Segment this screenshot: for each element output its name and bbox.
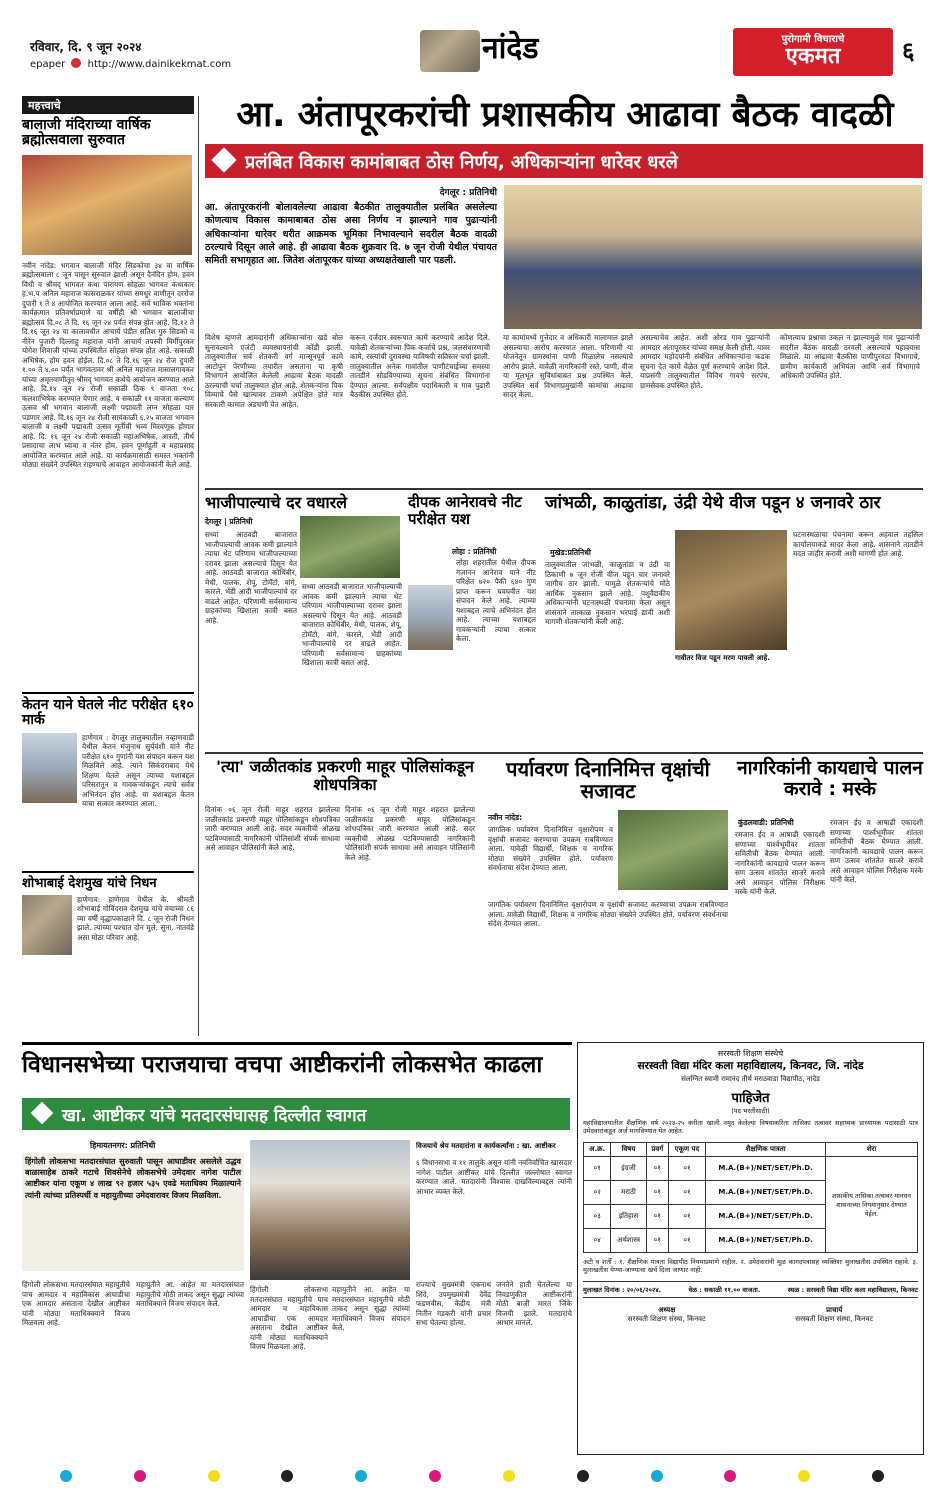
neet-dateline: लोहा : प्रतिनिधी — [452, 547, 497, 556]
bottom-col-2c: महायुतीने आ. आहेत या मतदारसंघात महायुतीचे मोठी ताकद असून सुद्धा त्यांच्या मताधिक्याने विजय संपादन केले. — [332, 1285, 410, 1332]
website-link[interactable]: http://www.dainikekmat.com — [87, 59, 232, 70]
cell: M.A.(B+)/NET/SET/Ph.D. — [706, 1180, 826, 1204]
brand-box — [733, 28, 893, 76]
ad-org: सरस्वती शिक्षण संस्थेचे — [717, 1049, 784, 1058]
brand-name: एकमत — [785, 44, 841, 69]
jalit-text-2: दिनांक ०६ जून रोजी माहूर शहरात झालेल्या जळीतकांड प्रकरणी माहूर पोलिसांकडून शोधपत्रिका जारी करण्यात आली आहे. सदर व्यक्तीची ओळख पटविण्यासाठी नागरिकांनी पोलिसांशी संपर्क साधावा असे आवाहन पोलिसांनी केले आहे. — [345, 805, 475, 862]
vacancy-table — [583, 1142, 918, 1253]
temple-photo — [22, 155, 192, 255]
bottom-col-2b: हिंगोली लोकसभा मतदारसंघात महायुतीचे पाच आमदार व महाविकास आघाडीचा एक आमदार असताना देखील आष्टीकर यांनी मोठ्या मताधिक्क्याने विजय मिळवला आहे. — [250, 1285, 328, 1351]
env-title: पर्यावरण दिनानिमित्त वृक्षांची सजावट — [506, 757, 710, 803]
remark-cell: शासकीय तासिका तत्वावर मानधन शासनाच्या नियमानुसार देण्यात येईल. — [826, 1156, 918, 1252]
magenta-mark-icon — [429, 1470, 441, 1482]
cell: M.A.(B+)/NET/SET/Ph.D. — [706, 1204, 826, 1228]
col-header: प्रवर्ग — [646, 1142, 668, 1156]
bottom-dateline: हिमायतनगर: प्रतिनिधी — [90, 1141, 156, 1150]
story-title: केतन याने घेतले नीट परीक्षेत ६१० मार्क — [22, 692, 194, 729]
mp-welcome-photo — [250, 1140, 410, 1280]
photo-caption: विजयाचे श्रेय मतदारांना व कार्यकर्त्यांना : खा. आष्टीकर — [416, 1142, 556, 1150]
signature-org: सरस्वती शिक्षण संस्था, किनवट — [795, 1314, 874, 1323]
env-dateline: नवीन नांदेड: — [488, 813, 523, 822]
col-header: शैक्षणिक पात्रता — [706, 1142, 826, 1156]
cell: इतिहास — [611, 1204, 646, 1228]
cell: मराठी — [611, 1180, 646, 1204]
cell: ०१ — [668, 1204, 705, 1228]
story-body — [22, 733, 194, 865]
veg-dateline: देगलूर | प्रतिनिधी — [205, 517, 253, 526]
lightning-text: तालुक्यातील जांभळी, काळुतांडा व उंद्री या ठिकाणी ७ जून रोजी वीज पडून चार जनावरे जागीच ठार झाली. यामुळे शेतकऱ्यांचे मोठे आर्थिक नुकसान झाले आहे. पशुवैद्यकीय अधिकाऱ्यांनी घटनास्थळी पंचनामा केला असून शासनाने तात्काळ नुकसान भरपाई द्यावी अशी मागणी शेतकऱ्यांनी केली आहे. — [545, 560, 670, 626]
tree-decoration-photo — [618, 810, 728, 890]
globe-icon — [71, 58, 81, 68]
signature-block — [795, 1306, 873, 1324]
job-advertisement — [577, 1042, 924, 1455]
obituary-photo — [22, 895, 72, 955]
cell: ०१ — [646, 1228, 668, 1252]
lead-headline: आ. अंतापूरकरांची प्रशासकीय आढावा बैठक वादळी — [236, 95, 894, 135]
section-divider — [205, 488, 923, 490]
lead-col-2: करून दर्जदार स्वरूपात कामे करण्याचे आदेश दिले. यावेळी शेतकऱ्यांच्या पिक कर्जाचे प्रश्न, जलसंधारणाची कामे, रस्त्यांची दुरावस्था याविषयी सविस्तर चर्चा झाली. तालुक्यातील अनेक गावांतील पाणीटंचाईच्या समस्या तातडीने सोडविण्याच्या सूचना संबंधित विभागांना देण्यात आल्या. सर्वपक्षीय पदाधिकारी व गाव पुढारी बैठकीस उपस्थित होते. — [350, 333, 490, 399]
bottom-col-2: महायुतीने आ. आहेत या मतदारसंघात महायुतीचे मोठी ताकद असून सुद्धा त्यांच्या मताधिक्याने विजय संपादन केले. — [136, 1280, 244, 1308]
sidebar-divider — [198, 96, 199, 1036]
page-number: ६ — [902, 37, 915, 65]
diamond-icon — [211, 147, 236, 172]
cyan-mark-icon — [355, 1470, 367, 1482]
ad-interview-row — [583, 1281, 918, 1298]
env-text: जागतिक पर्यावरण दिनानिमित्त वृक्षारोपण व वृक्षांची सजावट करण्याचा उपक्रम राबविण्यात आला. यावेळी विद्यार्थी, शिक्षक व नागरिक मोठ्या संख्येने उपस्थित होते. पर्यावरण संवर्धनाचा संदेश देण्यात आला. — [488, 825, 613, 872]
law-title: नागरिकांनी कायद्याचे पालन करावे : मस्के — [737, 757, 923, 800]
student-photo — [22, 733, 77, 803]
yellow-mark-icon — [503, 1470, 515, 1482]
section-divider — [205, 752, 923, 754]
lead-col-3: या कामांमध्ये गुत्तेदार व अधिकारी मालामाल झाले असल्याचा आरोप करण्यात आला. परिणामी या योजनेतून ग्रामस्थांना पाणी मिळालेच नसल्याचे आरोप झाले. यावेळी नागरिकांनी रस्ते, पाणी, वीज या मूलभूत सुविधांबाबत प्रश्न उपस्थित केले. उपस्थित सर्व विभागप्रमुखांनी कामांचा आढावा सादर केला. — [503, 333, 633, 399]
lead-intro-box — [205, 185, 497, 325]
story-title: शोभाबाई देशमुख यांचे निधन — [22, 871, 194, 891]
cell: ०१ — [668, 1180, 705, 1204]
cell: इंग्रजी — [611, 1156, 646, 1180]
neet-text: लोहा शहरातील येथील दीपक गजानन आनेराव याने नीट परिक्षेत ७२० पैकी ६४० गुण प्राप्त करून घवघवीत यश संपादन केले आहे. त्याच्या यशाबद्दल त्याचे अभिनंदन होत आहे. त्याच्या यशाबद्दल गावकऱ्यांनी त्याचा सत्कार केला. — [456, 558, 536, 643]
lightning-dateline: मुखेड:प्रतिनिधी — [550, 548, 591, 557]
black-mark-icon — [281, 1470, 293, 1482]
story-text: हाणेगाव: हाणेगाव येथील के. श्रीमती शोभाबाई गोविंदराव देशमुख यांचे वयाच्या ८६ व्या वर्षी वृद्धापकाळाने दि. ८ जून रोजी निधन झाले. त्यांच्या पश्चात दोन मुले, सुना, नातवंडे असा मोठा परिवार आहे. — [77, 894, 194, 942]
diamond-icon — [31, 1102, 54, 1125]
masthead-epaper: epaper http://www.dainikekmat.com — [30, 59, 232, 70]
bottom-col-3: ६ विधानसभा व ११ तालुके असून यांनी नवनिर्वाचित खासदार नागेश पाटील आष्टीकर यांचे दिल्लीत जल्लोषात स्वागत करण्यात आले. मतदारांनी विश्वास दाखविल्याबद्दल त्यांनी आभार व्यक्त केले. — [416, 1158, 572, 1196]
masthead-date: रविवार, दि. ९ जून २०२४ — [30, 40, 142, 54]
yellow-mark-icon — [798, 1470, 810, 1482]
cell: ०३ — [584, 1204, 611, 1228]
lead-col-1: विशेष म्हणजे आमदारांनी अधिकाऱ्यांना खडे बोल सुनावल्याने एजंटी व्यवस्थापनांची कोंडी झाली. तालुक्यातील सर्व शेतकरी वर्ग मान्सूनपूर्व कामे आटोपून पेरणीच्या तयारीत असताना या कृषी विभागाने आयोजित केलेली आढावा बैठक वादळी ठरल्याची चर्चा तालुक्यात होत आहे. शेतकऱ्यांना पिक विम्याचे पैसे खात्यावर टाकणे अपेक्षित होते मात्र सरकारी कामात अडचणी येत आहेत. — [205, 333, 343, 409]
black-mark-icon — [872, 1470, 884, 1482]
col-header: शेरा — [826, 1142, 918, 1156]
law-text: रमजान ईद व आषाढी एकादशी सणाच्या पार्श्वभूमीवर शांतता समितीची बैठक घेण्यात आली. नागरिकांनी कायद्याचे पालन करून सण उत्सव शांततेत साजरे करावे असे आवाहन पोलिस निरीक्षक मस्के यांनी केले. — [735, 830, 825, 896]
magenta-mark-icon — [724, 1470, 736, 1482]
black-mark-icon — [577, 1470, 589, 1482]
lead-col-4: असल्याचेच आहेत. अशी ओरड गाव पुढाऱ्यांनी आमदार अंतापूरकर यांच्या समक्ष केली होती. यावर आमदार महोदयांनी संबंधित अधिकाऱ्यांना कडक सूचना देत कामे वेळेत पूर्ण करण्याचे आदेश दिले. याप्रसंगी तालुक्यातील विविध गावचे सरपंच, ग्रामसेवक उपस्थित होते. — [640, 333, 770, 390]
bottom-intro: हिंगोली लोकसभा मतदारसंघात सुरुवाती पासून आघाडीवर असलेले उद्धव बाळासाहेब ठाकरे गटाचे शिवसेनेचे लोकसभेचे उमेदवार नागेश पाटील आष्टीकर यांना एकूण ४ लाख ९२ हजार ५३५ एवढे मताधिक्य मिळाल्याने त्यांनी त्यांच्या प्रतिस्पर्धी व महायुतीच्या उमेदवारावर विजय मिळविला. — [22, 1153, 244, 1271]
ad-description: महाविद्यालयातील शैक्षणिक वर्ष २०२४-२५ करीता खाली नमूद केलेल्या विषयाकरिता तासिका तत्वावर सहाय्यक प्राध्यापक पदासाठी पात्र उमेदवारांकडून अर्ज मागविण्यात येत आहेत. — [583, 1118, 918, 1136]
bottom-col-1: हिंगोली लोकसभा मतदारसंघात महायुतीचे पाच आमदार व महाविकास आघाडीचा एक आमदार असताना देखील आष्टीकर यांनी मोठ्या मताधिक्क्याने विजय मिळवला आहे. — [22, 1280, 130, 1327]
cell: ०१ — [646, 1180, 668, 1204]
cell: ०४ — [584, 1228, 611, 1252]
cyan-mark-icon — [651, 1470, 663, 1482]
lead-intro: आ. अंतापूरकरांनी बोलावलेल्या आढावा बैठकीत तालुक्यातील प्रलंबित असलेल्या कोणत्याच विकास कामाबाबत ठोस असा निर्णय न झाल्याने गाव पुढाऱ्यांनी अधिकाऱ्यांना धारेवर धरीत आक्रमक भूमिका निभावल्याने सदरील बैठक वादळी ठरल्याचे दिसून आले आहे. ही आढावा बैठक शुक्रवार दि. ७ जून रोजी येथील पंचायत समिती सभागृहात आ. जितेश अंतापूरकर यांच्या अध्यक्षतेखाली पार पडली. — [205, 202, 497, 267]
lightning-text-2: घटनास्थळाचा पंचनामा करून अहवाल तहसिल कार्यालयाकडे सादर केला आहे. शासनाने तातडीने मदत जाहीर करावी अशी मागणी होत आहे. — [793, 530, 923, 558]
veg-title: भाजीपाल्याचे दर वधारले — [205, 493, 347, 512]
sidebar-label: महत्त्वाचे — [22, 96, 194, 114]
story-body — [22, 895, 194, 973]
cell: M.A.(B+)/NET/SET/Ph.D. — [706, 1156, 826, 1180]
jalit-title: 'त्या' जळीतकांड प्रकरणी माहूर पोलिसांकडून शोधपत्रिका — [216, 757, 474, 794]
bottom-headline: विधानसभेच्या पराजयाचा वचपा आष्टीकरांनी लोकसभेत काढला — [22, 1052, 543, 1078]
interview-place: स्थळ : सरस्वती विद्या मंदिर कला महाविद्यालय, किनवट — [787, 1285, 918, 1294]
city-name: नांदेड — [482, 31, 539, 66]
ad-subheading: (पद भरतीसाठी) — [731, 1106, 770, 1115]
lead-subhead-bar — [205, 144, 923, 178]
dead-cattle-photo — [675, 530, 787, 650]
jalit-text: दिनांक ०६ जून रोजी माहूर शहरात झालेल्या जळीतकांड प्रकरणी माहूर पोलिसांकडून शोधपत्रिका जारी करण्यात आली आहे. सदर व्यक्तीची ओळख पटविण्यासाठी नागरिकांनी पोलिसांशी संपर्क साधावा असे आवाहन पोलिसांनी केले आहे. — [205, 805, 340, 852]
signature-title: प्राचार्य — [826, 1305, 843, 1314]
col-header: अ.क्र. — [584, 1142, 611, 1156]
veg-text-2: सध्या आठवडी बाजारात भाजीपाल्याची आवक कमी झाल्याने त्याचा थेट परिणाम भाजीपाल्याच्या दरावर झाला असल्याचे दिसून येत आहे. आठवडी बाजारात कोथिंबीर, मेथी, पालक, शेपू, टोमॅटो, वांगे, कारले, भेंडी आदी भाजीपाल्यांचे दर वाढले आहेत. परिणामी सर्वसामान्य ग्राहकांच्या खिशाला कात्री बसत आहे. — [302, 582, 402, 667]
student-photo — [408, 585, 453, 650]
lead-subhead: प्रलंबित विकास कामांबाबत ठोस निर्णय, अधिकाऱ्यांना धारेवर धरले — [245, 152, 678, 173]
signature-block — [628, 1306, 706, 1324]
cell: M.A.(B+)/NET/SET/Ph.D. — [706, 1228, 826, 1252]
cell: अर्थशास्त्र — [611, 1228, 646, 1252]
cell: ०१ — [668, 1156, 705, 1180]
brand-tagline: पुरोगामी विचाराचे — [781, 34, 845, 45]
bottom-col-5: जनतेने हाती घेतलेल्या या निवडणुकीत आष्टीकरांनी मोठी बाजी मारत जिंके विजयी झाले. मतदारांचे आभार मानले. — [496, 1280, 572, 1327]
neet-title: दीपक आनेरावचे नीट परीक्षेत यश — [408, 493, 522, 528]
cell: ०१ — [584, 1156, 611, 1180]
col-header: विषय — [611, 1142, 646, 1156]
law-dateline: कुंडलवाडी: प्रतिनिधी — [738, 818, 794, 827]
cell: ०१ — [646, 1204, 668, 1228]
interview-time: वेळ : सकाळी ११.०० वाजता. — [688, 1285, 761, 1294]
vegetables-photo — [300, 516, 400, 578]
magenta-mark-icon — [134, 1470, 146, 1482]
story-text: हाणेगाव : देगलूर तालुक्यातील नव्हाणवाडी येथील केतन मंजुनाथ सुर्यवंशी याने नीट परीक्षेत ६१० गुणांनी यश संपादन करून यश मिळविले आहे. त्याने सिकंदराबाद येथे शिक्षण घेतले असून त्याच्या यशाबद्दल परिसरातून व गावकऱ्यांकडून त्याचे सर्वत्र अभिनंदन होत आहे. या यशाबद्दल केतन याचा सत्कार करण्यात आला. — [82, 732, 194, 809]
ad-affiliation: संलग्नित स्वामी रामानंद तीर्थ मराठवाडा विद्यापीठ, नांदेड — [681, 1074, 820, 1083]
veg-text: सध्या आठवडी बाजारात भाजीपाल्याची आवक कमी झाल्याने त्याचा थेट परिणाम भाजीपाल्याच्या दरावर झाला असल्याचे दिसून येत आहे. आठवडी बाजारात कोथिंबीर, मेथी, पालक, शेपू, टोमॅटो, वांगे, कारले, भेंडी आदी भाजीपाल्यांचे दर वाढले आहेत. परिणामी सर्वसामान्य ग्राहकांच्या खिशाला कात्री बसत आहे. — [205, 530, 297, 625]
ad-heading: पाहिजेत — [731, 1090, 770, 1106]
city-skyline-image — [420, 30, 480, 72]
cell: ०१ — [668, 1228, 705, 1252]
story-title: बालाजी मंदिराच्या वार्षिक ब्रह्मोत्सवाला सुरुवात — [22, 117, 151, 149]
ad-signatures — [583, 1306, 918, 1324]
lightning-title: जांभळी, काळुतांडा, उंद्री येथे वीज पडून ४ जनावरे ठार — [545, 493, 881, 513]
env-text-2: जागतिक पर्यावरण दिनानिमित्त वृक्षारोपण व वृक्षांची सजावट करण्याचा उपक्रम राबविण्यात आला. यावेळी विद्यार्थी, शिक्षक व नागरिक मोठ्या संख्येने उपस्थित होते. पर्यावरण संवर्धनाचा संदेश देण्यात आला. — [488, 900, 728, 928]
yellow-mark-icon — [208, 1470, 220, 1482]
law-text-2: रमजान ईद व आषाढी एकादशी सणाच्या पार्श्वभूमीवर शांतता समितीची बैठक घेण्यात आली. नागरिकांनी कायद्याचे पालन करून सण उत्सव शांततेत साजरे करावे असे आवाहन पोलिस निरीक्षक मस्के यांनी केले. — [830, 818, 923, 884]
cell: ०२ — [584, 1180, 611, 1204]
bottom-headline-bar — [22, 1042, 572, 1094]
bottom-subhead: खा. आष्टीकर यांचे मतदारसंघासह दिल्लीत स्वागत — [62, 1106, 367, 1126]
col-header: एकूण पद — [668, 1142, 705, 1156]
bottom-subhead-bar — [22, 1098, 570, 1130]
cell: ०१ — [646, 1156, 668, 1180]
ad-terms: अटी व शर्ती : १. शैक्षणिक पात्रता विद्यापीठ नियमाप्रमाणे राहील. २. उमेदवारांनी मूळ कागदपत्रासह व्यक्तिशः मुलाखतीस उपस्थित राहावे. ३. मुलाखतीस येण्या-जाण्याचा खर्च दिला जाणार नाही. — [583, 1257, 918, 1275]
sidebar — [22, 96, 194, 1036]
story-text: नवीन नांदेड: भगवान बालाजी मंदिर सिडकोचा ३४ वा वार्षिक ब्रह्मोत्सवाला ८ जून पासून सुरुवात झाली असून दैनंदिन होम, हवन विधी व श्रीमद् भागवत कथा पारायण सोहळा भागवत कथाकार ह.भ.प अनिल महाराज कासराळकर यांच्या समधुर वाणीतून दररोज दुपारी १ ते ४ आयोजित करण्यात आला आहे. सर्व भाविक भक्तांना कार्यक्रमात प्रतिवर्षाप्रमाणे या वर्षीही श्री भगवान बालाजीचा ब्रह्मोत्सव दि.०८ ते दि. १६ जून २४ पर्यंत संपन्न होत आहे. दि.१२ ते दि.१६ जून २४ या कालावधीत आचार्य पंडीत सतिश गुरु सिडको व नीरेन पुजारी दिल्लाहु महाराज यांनी आचार्य तपस्वी मिर्गीपुरकर योगेश शिवाजी यांच्या उपस्थितीत सोहळा संपन्न होत आहे. सकाळी अभिषेक, होम हवन होईल. दि.०८ ते दि.१६ जून २४ रोज दुपारी १.०० ते ४.०० पर्यंत भागवतावर श्री अनिल महाराज मासालगावकर यांच्या अमृतवाणीतून श्रीमद् भागवत कथेचे आयोजन करण्यात आले आहे. दि.१४ जून २४ रोजी सकाळी ठिक ९ वाजता १०८ कलशाभिषेक करण्यात येणार आहे. व सकाळी ११ वाजता कल्याण उत्सव श्री भगवान बालाजी लक्ष्मी पद्मावती लग्न सोहळा पार पडणार आहे. दि.१६ जून २४ रोजी सायंकाळी ६.२५ वाजता भगवान बालाजी व लक्ष्मी पद्मावती उत्सव मूर्तीची भव्य मिरवणूक होणार आहे. दि. १६ जून २४ रोजी सकाळी महाअभिषेक, आरती, तीर्थ प्रसादाचा लाभ घ्यावा व नंतर होम, हवन पूर्णाहुती व महाप्रसाद आयोजित करण्यात आले आहे. या कार्यक्रमासाठी समस्त भक्तांनी मोठ्या संख्येने उपस्थित राहण्याचे आवाहन आयोजकांनी केले आहे. — [22, 260, 194, 470]
table-header-row — [584, 1142, 918, 1156]
lead-dateline: देगलूर : प्रतिनिधी — [439, 188, 497, 198]
ad-title: सरस्वती विद्या मंदिर कला महाविद्यालय, किनवट, जि. नांदेड — [637, 1060, 864, 1072]
photo-caption: गावीतर विज पडून मरण पावली आहे. — [675, 654, 770, 662]
cyan-mark-icon — [60, 1470, 72, 1482]
masthead — [0, 0, 945, 92]
meeting-photo — [504, 185, 922, 329]
table-row — [584, 1156, 918, 1180]
print-registration-marks — [60, 1470, 890, 1486]
signature-org: सरस्वती शिक्षण संस्था, किनवट — [627, 1314, 706, 1323]
interview-date: मुलाखत दिनांक : २०/०६/२०२४. — [583, 1285, 662, 1294]
lead-col-5: कोणत्याच प्रश्नाचा उकल न झाल्यामुळे गाव पुढाऱ्यांनी सदरील बैठक वादळी ठरवली असल्याचे पहावयास मिळाले. या आढावा बैठकीस पाणीपुरवठा विभागाचे, ग्रामीण कार्यकारी अभियंता आणि सर्व विभागाचे अधिकारी उपस्थित होते. — [780, 333, 920, 380]
bottom-col-4: राज्याचे मुख्यमंत्री एकनाथ शिंदे, उपमुख्यमंत्री देवेंद्र फडणवीस, केंद्रीय मंत्री नितीन गडकरी यांनी प्रचार सभा घेतल्या होत्या. — [416, 1280, 491, 1327]
signature-title: अध्यक्ष — [658, 1305, 676, 1314]
